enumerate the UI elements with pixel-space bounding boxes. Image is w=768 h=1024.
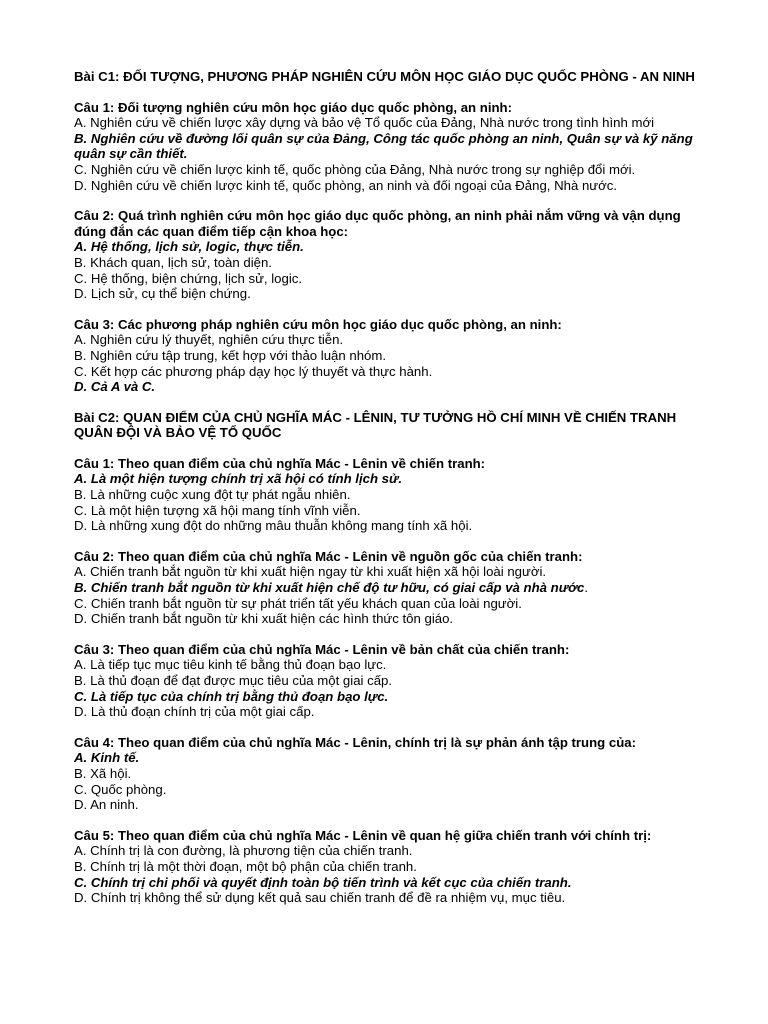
answer-option-text: C. Là một hiện tượng xã hội mang tính vĩnh viễn.: [74, 502, 361, 518]
answer-option: [74, 503, 714, 519]
answer-option-text: D. Chính trị không thể sử dụng kết quả sau chiến tranh để đề ra nhiệm vụ, mục tiêu.: [74, 890, 566, 906]
answer-option: [74, 518, 714, 534]
answer-option-text: A. Hệ thống, lịch sử, logic, thực tiễn.: [74, 239, 304, 255]
answer-option-text: A. Nghiên cứu về chiến lược xây dựng và bảo vệ Tổ quốc của Đảng, Nhà nước trong tình hình mới: [74, 115, 655, 131]
answer-option-correct: [74, 875, 714, 891]
answer-option-text: D. Lịch sử, cụ thể biện chứng.: [74, 286, 251, 302]
answer-option: [74, 673, 714, 689]
answer-option: [74, 611, 714, 627]
answer-option: [74, 782, 714, 798]
answer-option-text: C. Kết hợp các phương pháp dạy học lý thuyết và thực hành.: [74, 363, 433, 379]
answer-option-text: B. Chính trị là một thời đoạn, một bộ phận của chiến tranh.: [74, 858, 417, 874]
question-block: [74, 549, 714, 627]
answer-option-text: B. Nghiên cứu về đường lối quân sự của Đảng, Công tác quốc phòng an ninh, Quân sự và kỹ năng quân sự cần thiết.: [74, 130, 693, 162]
answer-option-correct: [74, 239, 714, 255]
answer-option-correct: [74, 131, 714, 162]
answer-option-text: B. Chiến tranh bắt nguồn từ khi xuất hiện chế độ tư hữu, có giai cấp và nhà nước: [74, 580, 585, 596]
answer-option: [74, 797, 714, 813]
answer-option-text: C. Chính trị chi phối và quyết định toàn bộ tiến trình và kết cục của chiến tranh.: [74, 874, 572, 890]
answer-option-correct: [74, 580, 714, 596]
answer-option-text: D. Nghiên cứu về chiến lược kinh tế, quốc phòng, an ninh và đối ngoại của Đảng, Nhà nước.: [74, 177, 618, 193]
answer-option-correct: [74, 379, 714, 395]
answer-option-text: D. Chiến tranh bắt nguồn từ khi xuất hiện các hình thức tôn giáo.: [74, 611, 454, 627]
question-text: Câu 4: Theo quan điểm của chủ nghĩa Mác - Lênin, chính trị là sự phản ánh tập trung của:: [74, 734, 637, 750]
answer-option: [74, 286, 714, 302]
question-block: [74, 317, 714, 395]
question-text: Câu 3: Theo quan điểm của chủ nghĩa Mác - Lênin về bản chất của chiến tranh:: [74, 641, 570, 657]
document-page: [74, 69, 714, 921]
answer-option-text: A. Là một hiện tượng chính trị xã hội có tính lịch sử.: [74, 471, 403, 487]
answer-option: [74, 348, 714, 364]
answer-option-text: D. An ninh.: [74, 797, 139, 813]
question-block: [74, 456, 714, 534]
answer-option: [74, 596, 714, 612]
answer-option: [74, 255, 714, 271]
question-block: [74, 208, 714, 302]
answer-option-text: D. Cả A và C.: [74, 379, 156, 395]
answer-option-text: B. Khách quan, lịch sử, toàn diện.: [74, 254, 272, 270]
question-text: Câu 2: Theo quan điểm của chủ nghĩa Mác - Lênin về nguồn gốc của chiến tranh:: [74, 548, 583, 564]
answer-option: [74, 859, 714, 875]
answer-option-text: D. Là thủ đoạn chính trị của một giai cấp.: [74, 704, 315, 720]
answer-option-text: A. Nghiên cứu lý thuyết, nghiên cứu thực tiễn.: [74, 332, 344, 348]
answer-option-text: A. Kinh tế.: [74, 750, 140, 766]
question-block: [74, 642, 714, 720]
question-block: [74, 735, 714, 813]
question-block: [74, 828, 714, 906]
question-text: Câu 5: Theo quan điểm của chủ nghĩa Mác - Lênin về quan hệ giữa chiến tranh với chính trị:: [74, 827, 652, 843]
answer-option-correct: [74, 689, 714, 705]
section-title: Bài C1: ĐỐI TƯỢNG, PHƯƠNG PHÁP NGHIÊN CỨU MÔN HỌC GIÁO DỤC QUỐC PHÒNG - AN NINH: [74, 69, 695, 84]
answer-option: [74, 843, 714, 859]
answer-option-text: C. Nghiên cứu về chiến lược kinh tế, quốc phòng của Đảng, Nhà nước trong sự nghiệp đổi mới.: [74, 161, 636, 177]
question-block: [74, 100, 714, 194]
answer-option: [74, 271, 714, 287]
answer-option: [74, 657, 714, 673]
answer-option-text: B. Nghiên cứu tập trung, kết hợp với thảo luận nhóm.: [74, 347, 387, 363]
answer-option: [74, 766, 714, 782]
answer-option-correct: [74, 750, 714, 766]
question-text: Câu 1: Theo quan điểm của chủ nghĩa Mác - Lênin về chiến tranh:: [74, 455, 486, 471]
answer-option-text: B. Là những cuộc xung đột tự phát ngẫu nhiên.: [74, 487, 351, 503]
answer-option: [74, 162, 714, 178]
answer-option-text: C. Là tiếp tục của chính trị bằng thủ đoạn bạo lực.: [74, 688, 389, 704]
section-title: Bài C2: QUAN ĐIỂM CỦA CHỦ NGHĨA MÁC - LÊNIN, TƯ TƯỞNG HỒ CHÍ MINH VỀ CHIẾN TRANH QUÂN ĐỘI VÀ BẢO VỆ TỔ QUỐC: [74, 409, 677, 441]
answer-option-text: D. Là những xung đột do những mâu thuẫn không mang tính xã hội.: [74, 518, 473, 534]
answer-option-text: A. Chính trị là con đường, là phương tiện của chiến tranh.: [74, 843, 413, 859]
answer-option: [74, 890, 714, 906]
answer-option-correct: [74, 471, 714, 487]
answer-option: [74, 178, 714, 194]
question-text: Câu 1: Đối tượng nghiên cứu môn học giáo dục quốc phòng, an ninh:: [74, 99, 512, 115]
answer-option-text: C. Chiến tranh bắt nguồn từ sự phát triển tất yếu khách quan của loài người.: [74, 595, 522, 611]
answer-option-text: B. Xã hội.: [74, 765, 132, 781]
answer-option: [74, 704, 714, 720]
question-text: Câu 3: Các phương pháp nghiên cứu môn học giáo dục quốc phòng, an ninh:: [74, 316, 562, 332]
answer-option-text: B. Là thủ đoạn để đạt được mục tiêu của một giai cấp.: [74, 673, 393, 688]
answer-option-text: A. Là tiếp tục mục tiêu kinh tế bằng thủ đoạn bạo lực.: [74, 657, 387, 673]
answer-option: [74, 564, 714, 580]
question-text: Câu 2: Quá trình nghiên cứu môn học giáo dục quốc phòng, an ninh phải nắm vững và vận dụng đúng đắn các quan điểm tiếp cận khoa học:: [74, 208, 681, 239]
answer-option-text: C. Quốc phòng.: [74, 781, 167, 797]
answer-option-text: A. Chiến tranh bắt nguồn từ khi xuất hiện ngay từ khi xuất hiện xã hội loài người.: [74, 564, 547, 580]
answer-option: [74, 487, 714, 503]
answer-option: [74, 115, 714, 131]
answer-option-suffix: .: [584, 580, 588, 596]
answer-option: [74, 332, 714, 348]
answer-option: [74, 364, 714, 380]
answer-option-text: C. Hệ thống, biện chứng, lịch sử, logic.: [74, 270, 303, 286]
